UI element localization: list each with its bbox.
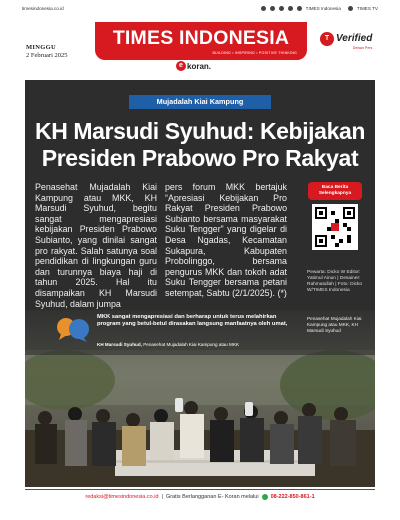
footer-subscribe-text: Gratis Berlangganan E- Koran melalui: [165, 494, 259, 500]
article-card: [25, 80, 375, 487]
qr-read-more[interactable]: [308, 182, 362, 268]
headline-line-1: KH Marsudi Syuhud: Kebijakan: [34, 118, 365, 144]
brand-link-times-tv[interactable]: TIMES TV: [356, 5, 378, 11]
speech-bubble-icon: [55, 316, 91, 342]
verified-label: Verified: [336, 33, 373, 44]
footer-email[interactable]: redaksi@timesindonesia.co.id: [85, 494, 159, 500]
tv-icon: [348, 6, 353, 11]
masthead-tagline: BUILDING • INSPIRING • POSITIVE THINKING: [212, 51, 297, 55]
headline-line-2: Presiden Prabowo Pro Rakyat: [41, 145, 359, 171]
footer-phone[interactable]: 08-222-850-861-1: [270, 494, 315, 500]
edition-date-text: 2 Februari 2025: [26, 52, 68, 59]
masthead-title: TIMES INDONESIA: [112, 27, 290, 49]
verified-badge: [320, 30, 372, 48]
article-kicker: Mujadalah Kiai Kampung: [129, 95, 271, 109]
site-url[interactable]: timesindonesia.co.id: [22, 5, 64, 11]
ekoran-logo: [176, 60, 211, 72]
article-body-column-1: Penasehat Mujadalah Kiai Kampung atau MKK, KH Marsudi Syuhud, begitu sangat mengapresiasi kebijakan Presiden Prabowo Subianto, yang dinilai sangat pro rakyat. Salah satunya soal pendidikan di lingkungan guru dan turunnya biaya haji di tahun 2025. Hal itu disampaikan KH Marsudi Syuhud, dalam jumpa: [35, 182, 157, 309]
ekoran-label: koran.: [187, 61, 212, 71]
edition-date: [26, 44, 68, 60]
footer-separator: |: [161, 494, 163, 500]
article-headline: [25, 118, 375, 172]
article-body-column-2: pers forum MKK bertajuk “Apresiasi Kebijakan Pro Rakyat Presiden Prabowo Subianto bersama masyarakat Suku Tengger” yang digelar di Desa Ngadas, Kecamatan Sukapura, Kabupaten Probolinggo, bersama pengurus MKK dan tokoh adat Suku Tengger bersama petani setempat, Sabtu (2/1/2025). (*): [165, 182, 287, 298]
quote-role: Penasehat Mujadalah Kiai Kampung atau MKK: [143, 342, 239, 347]
footer: [25, 489, 375, 502]
qr-label: Baca Berita Selengkapnya: [308, 182, 362, 200]
quote-attribution: [97, 342, 307, 347]
edition-day: MINGGU: [26, 44, 56, 51]
x-icon[interactable]: [270, 6, 275, 11]
photo-caption: Penasehat Mujadalah Kiai Kampung atau MKK, KH Marsudi Syuhud: [307, 316, 362, 333]
facebook-icon[interactable]: [288, 6, 293, 11]
pull-quote: [55, 312, 305, 350]
tiktok-icon[interactable]: [279, 6, 284, 11]
whatsapp-icon: [262, 494, 268, 500]
instagram-icon[interactable]: [261, 6, 266, 11]
brand-link-times-indonesia[interactable]: TIMES Indonesia: [305, 5, 341, 11]
quote-text: MKK sangat mengapresiasi dan berharap untuk terus melahirkan program yang betul-betul dirasakan langsung manfaatnya oleh umat,: [97, 314, 288, 327]
social-links: [261, 6, 378, 11]
article-credits: Pewarta: Dicko W Editor: Yatimul Ainun | Desainer: Rahmatullah | Foto: Dicko W/TIMES Indonesia: [307, 270, 363, 293]
ekoran-e-icon: e: [176, 61, 186, 71]
youtube-icon[interactable]: [297, 6, 302, 11]
verified-sub: Dewan Pers: [352, 46, 373, 50]
masthead: [95, 22, 307, 60]
qr-code-icon[interactable]: [312, 204, 358, 250]
top-bar: [0, 0, 400, 16]
quote-author: KH Marsudi Syuhud,: [97, 342, 142, 347]
verified-logo-icon: T: [320, 32, 334, 46]
